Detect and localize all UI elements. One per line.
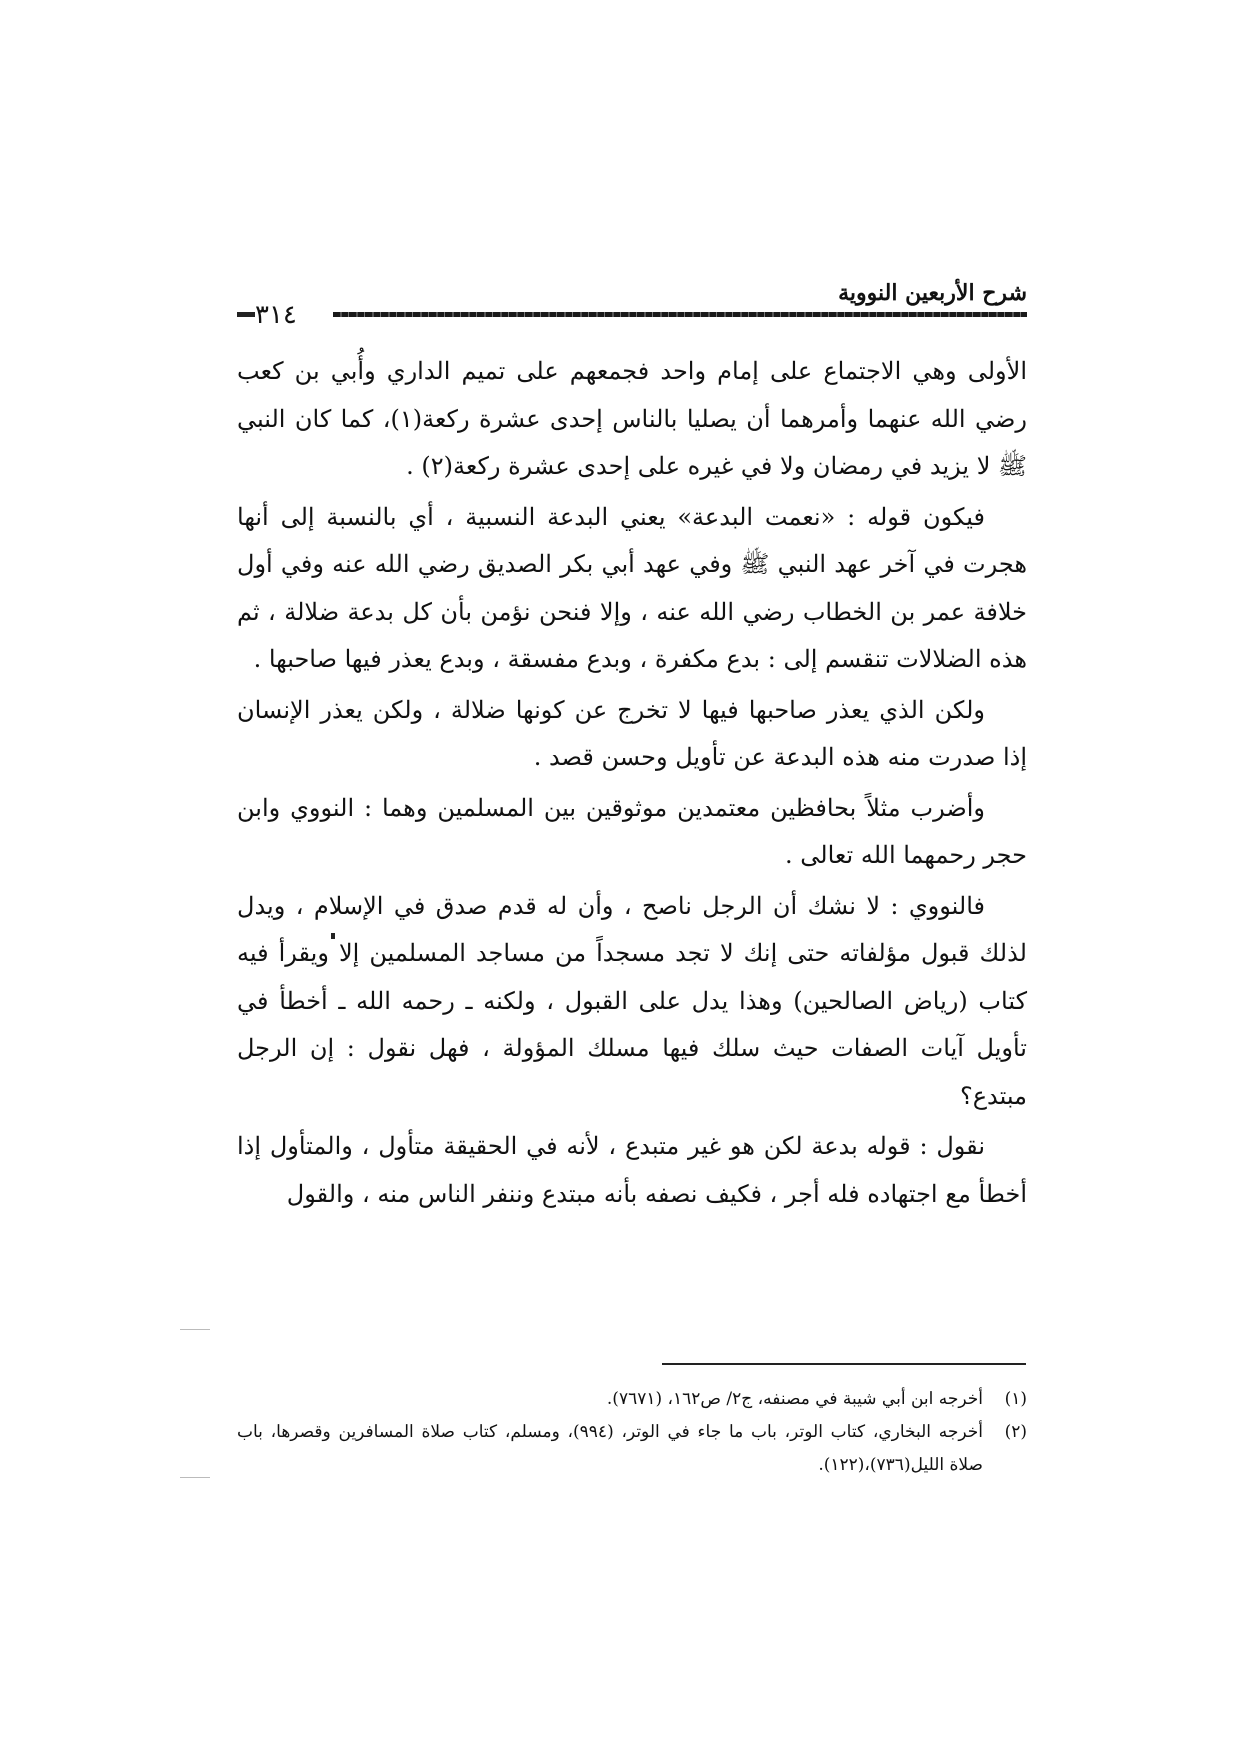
footnote (237, 1383, 1027, 1416)
footnote-number: (٢) (1004, 1422, 1027, 1442)
paragraph: وأضرب مثلاً بحافظين معتمدين موثوقين بين المسلمين وهما : النووي وابن حجر رحمهما الله تعالى . (237, 793, 1027, 869)
paragraph: فيكون قوله : «نعمت البدعة» يعني البدعة النسبية ، أي بالنسبة إلى أنها هجرت في آخر عهد النبي ﷺ وفي عهد أبي بكر الصديق رضي الله عنه وفي أول خلافة عمر بن الخطاب رضي الله عنه ، وإلا فنحن نؤمن بأن كل بدعة ضلالة ، ثم هذه الضلالات تنقسم إلى : بدع مكفرة ، وبدع مفسقة ، وبدع يعذر فيها صاحبها . (237, 502, 1027, 673)
footnote (237, 1416, 1027, 1482)
footnote-text: أخرجه ابن أبي شيبة في مصنفه، ج٢/ ص١٦٢، (٧٦٧١). (606, 1389, 983, 1409)
header-rule-ornament (237, 312, 255, 317)
paragraph: الأولى وهي الاجتماع على إمام واحد فجمعهم على تميم الداري وأُبي بن كعب رضي الله عنهما وأمرهما أن يصليا بالناس إحدى عشرة ركعة(١)، كما كان النبي ﷺ لا يزيد في رمضان ولا في غيره على إحدى عشرة ركعة(٢) . (237, 357, 1027, 480)
page-number: ٣١٤ (255, 300, 297, 330)
page-header (237, 280, 1027, 336)
main-text (237, 348, 1027, 1218)
print-speck (331, 933, 335, 939)
scan-margin-mark (180, 1477, 210, 1478)
header-rule (333, 312, 1027, 317)
paragraph: نقول : قوله بدعة لكن هو غير متبدع ، لأنه في الحقيقة متأول ، والمتأول إذا أخطأ مع اجتهاده فله أجر ، فكيف نصفه بأنه مبتدع وننفر الناس منه ، والقول (237, 1132, 1027, 1208)
footnote-text: أخرجه البخاري، كتاب الوتر، باب ما جاء في الوتر، (٩٩٤)، ومسلم، كتاب صلاة المسافرين وقصرها، باب صلاة الليل(٧٣٦)،(١٢٢). (237, 1422, 984, 1475)
paragraph: ولكن الذي يعذر صاحبها فيها لا تخرج عن كونها ضلالة ، ولكن يعذر الإنسان إذا صدرت منه هذه البدعة عن تأويل وحسن قصد . (237, 695, 1027, 771)
scan-margin-mark (180, 1329, 210, 1330)
paragraph: فالنووي : لا نشك أن الرجل ناصح ، وأن له قدم صدق في الإسلام ، ويدل لذلك قبول مؤلفاته حتى إنك لا تجد مسجداً من مساجد المسلمين إلا ويقرأ فيه كتاب (رياض الصالحين) وهذا يدل على القبول ، ولكنه ـ رحمه الله ـ أخطأ في تأويل آيات الصفات حيث سلك فيها مسلك المؤولة ، فهل نقول : إن الرجل مبتدع؟ (237, 891, 1027, 1110)
footnotes (237, 1383, 1027, 1482)
running-title: شرح الأربعين النووية (838, 280, 1027, 306)
footnote-number: (١) (1004, 1389, 1027, 1409)
footnote-separator (662, 1363, 1026, 1365)
